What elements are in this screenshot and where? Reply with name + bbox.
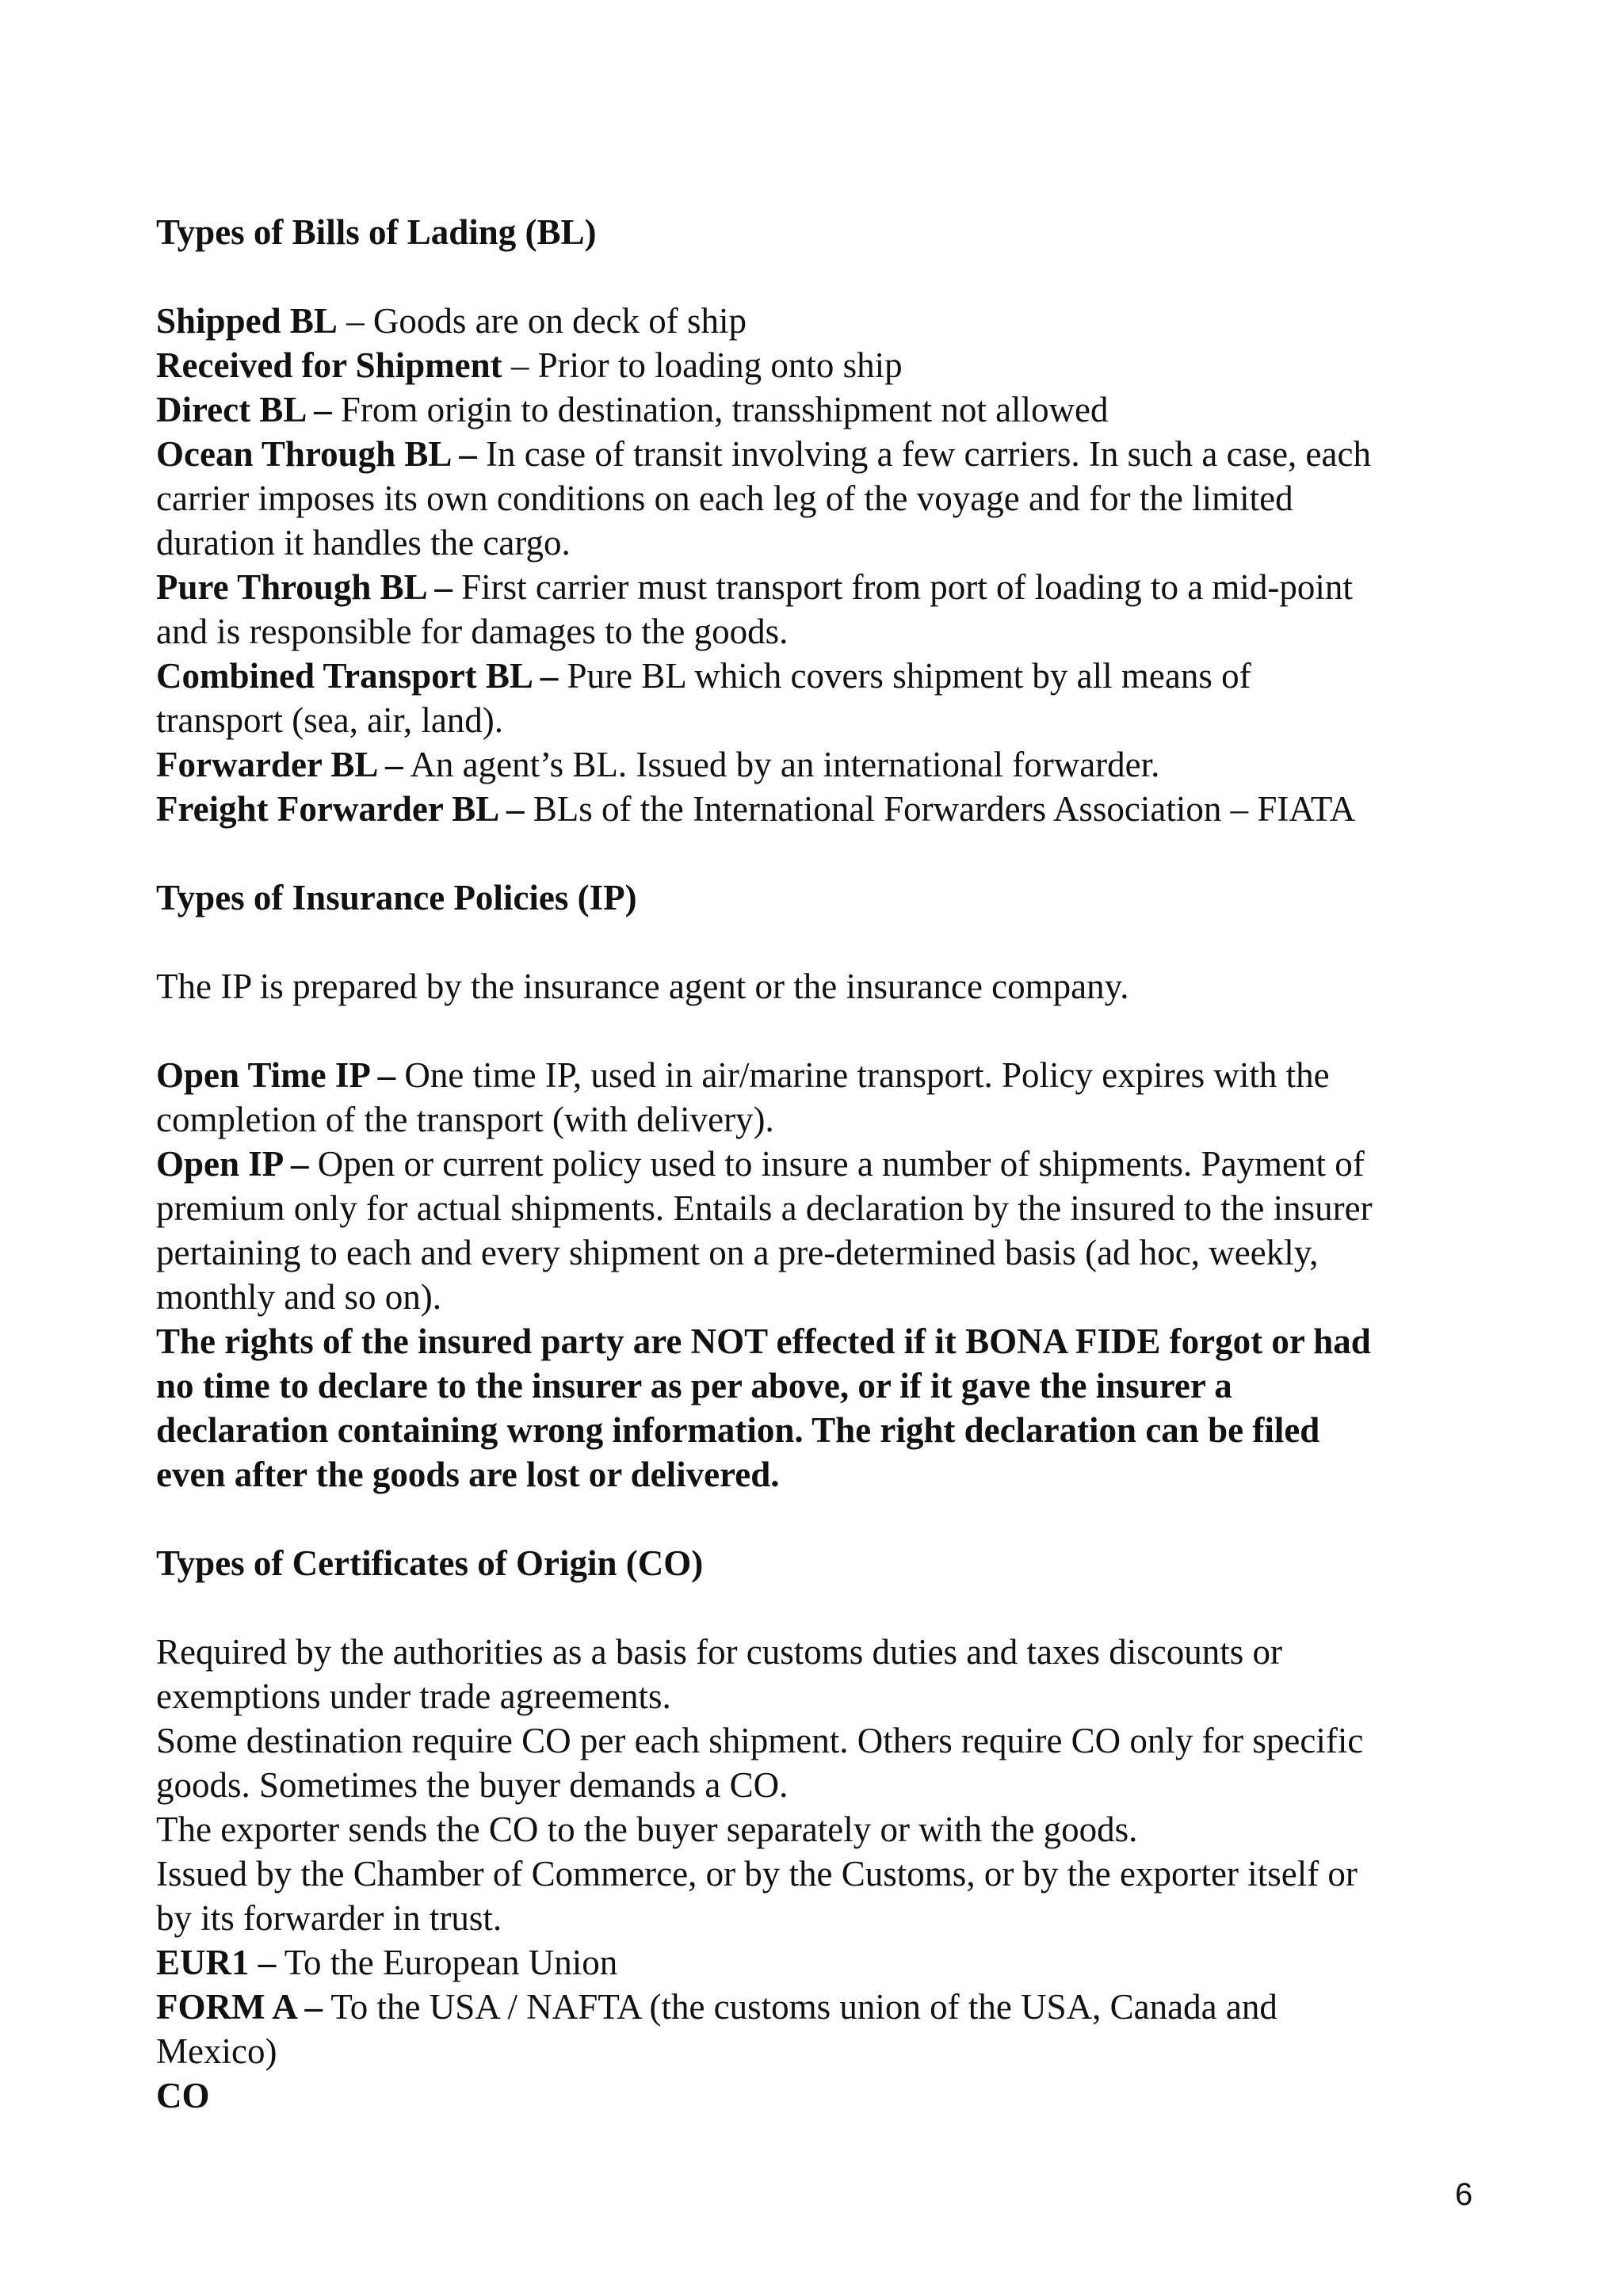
paragraph-ip-intro: The IP is prepared by the insurance agent or the insurance company. xyxy=(156,967,1129,1006)
term-forwarder-bl: Forwarder BL – xyxy=(156,745,403,784)
paragraph-line: exemptions under trade agreements. xyxy=(156,1676,671,1716)
bold-notice-line: The rights of the insured party are NOT effected if it BONA FIDE forgot or had xyxy=(156,1322,1371,1361)
term-open-ip: Open IP – xyxy=(156,1144,309,1184)
definition-text: Pure BL which covers shipment by all means of xyxy=(558,656,1251,696)
paragraph-line: goods. Sometimes the buyer demands a CO. xyxy=(156,1765,789,1805)
definition-text: Open or current policy used to insure a number of shipments. Payment of xyxy=(308,1144,1365,1184)
paragraph-line: Issued by the Chamber of Commerce, or by the Customs, or by the exporter itself or xyxy=(156,1854,1358,1894)
definition-text: First carrier must transport from port of loading to a mid-point xyxy=(452,567,1353,607)
entry-form-a xyxy=(156,1985,1495,2029)
spacer xyxy=(156,831,1495,875)
entry-ocean-through-bl xyxy=(156,432,1495,476)
term-shipped-bl: Shipped BL xyxy=(156,301,338,341)
definition-continuation: transport (sea, air, land). xyxy=(156,700,504,740)
definition-text: One time IP, used in air/marine transport. Policy expires with the xyxy=(395,1055,1330,1095)
document-body xyxy=(156,210,1495,2118)
spacer xyxy=(156,1585,1495,1630)
term-co: CO xyxy=(156,2076,210,2115)
term-freight-forwarder-bl: Freight Forwarder BL – xyxy=(156,789,525,829)
spacer xyxy=(156,1497,1495,1541)
spacer xyxy=(156,1009,1495,1053)
term-combined-transport-bl: Combined Transport BL – xyxy=(156,656,559,696)
paragraph-line: by its forwarder in trust. xyxy=(156,1898,502,1938)
term-eur1: EUR1 – xyxy=(156,1943,277,1982)
term-pure-through-bl: Pure Through BL – xyxy=(156,567,453,607)
term-received-for-shipment: Received for Shipment xyxy=(156,345,502,385)
entry-eur1 xyxy=(156,1940,1495,1985)
definition-continuation: Mexico) xyxy=(156,2031,277,2071)
section-heading-bills-of-lading: Types of Bills of Lading (BL) xyxy=(156,212,597,252)
entry-shipped-bl xyxy=(156,299,1495,343)
bold-notice-line: even after the goods are lost or delivered. xyxy=(156,1455,780,1494)
definition-continuation: completion of the transport (with delivery). xyxy=(156,1100,774,1139)
entry-received-for-shipment xyxy=(156,343,1495,387)
bold-notice-line: declaration containing wrong information. The right declaration can be filed xyxy=(156,1410,1320,1450)
definition-text: An agent’s BL. Issued by an international forwarder. xyxy=(403,745,1160,784)
spacer xyxy=(156,254,1495,299)
definition-continuation: and is responsible for damages to the goods. xyxy=(156,612,789,651)
definition-text: To the European Union xyxy=(276,1943,618,1982)
entry-pure-through-bl xyxy=(156,565,1495,609)
definition-text: BLs of the International Forwarders Association – FIATA xyxy=(524,789,1356,829)
entry-combined-transport-bl xyxy=(156,654,1495,698)
term-open-time-ip: Open Time IP – xyxy=(156,1055,396,1095)
definition-continuation: monthly and so on). xyxy=(156,1277,441,1317)
spacer xyxy=(156,920,1495,964)
entry-direct-bl xyxy=(156,387,1495,432)
definition-text: – Prior to loading onto ship xyxy=(502,345,903,385)
section-heading-insurance-policies: Types of Insurance Policies (IP) xyxy=(156,878,637,917)
section-heading-certificates-of-origin: Types of Certificates of Origin (CO) xyxy=(156,1543,704,1583)
paragraph-line: Required by the authorities as a basis for customs duties and taxes discounts or xyxy=(156,1632,1282,1672)
definition-text: To the USA / NAFTA (the customs union of the USA, Canada and xyxy=(323,1987,1277,2027)
page-number: 6 xyxy=(1455,2177,1473,2212)
definition-continuation: premium only for actual shipments. Entails a declaration by the insured to the insurer xyxy=(156,1188,1373,1228)
bold-notice-line: no time to declare to the insurer as per above, or if it gave the insurer a xyxy=(156,1366,1232,1405)
definition-continuation: duration it handles the cargo. xyxy=(156,523,571,563)
paragraph-line: Some destination require CO per each shipment. Others require CO only for specific xyxy=(156,1721,1364,1760)
term-form-a: FORM A – xyxy=(156,1987,323,2027)
entry-open-ip xyxy=(156,1142,1495,1186)
entry-forwarder-bl xyxy=(156,742,1495,787)
definition-text: In case of transit involving a few carriers. In such a case, each xyxy=(476,434,1371,474)
definition-text: – Goods are on deck of ship xyxy=(337,301,747,341)
paragraph-line: The exporter sends the CO to the buyer separately or with the goods. xyxy=(156,1810,1138,1849)
term-direct-bl: Direct BL – xyxy=(156,390,332,429)
definition-continuation: carrier imposes its own conditions on each leg of the voyage and for the limited xyxy=(156,479,1293,518)
definition-text: From origin to destination, transshipment not allowed xyxy=(331,390,1109,429)
term-ocean-through-bl: Ocean Through BL – xyxy=(156,434,477,474)
entry-freight-forwarder-bl xyxy=(156,787,1495,831)
definition-continuation: pertaining to each and every shipment on a pre-determined basis (ad hoc, weekly, xyxy=(156,1233,1319,1272)
entry-open-time-ip xyxy=(156,1053,1495,1097)
